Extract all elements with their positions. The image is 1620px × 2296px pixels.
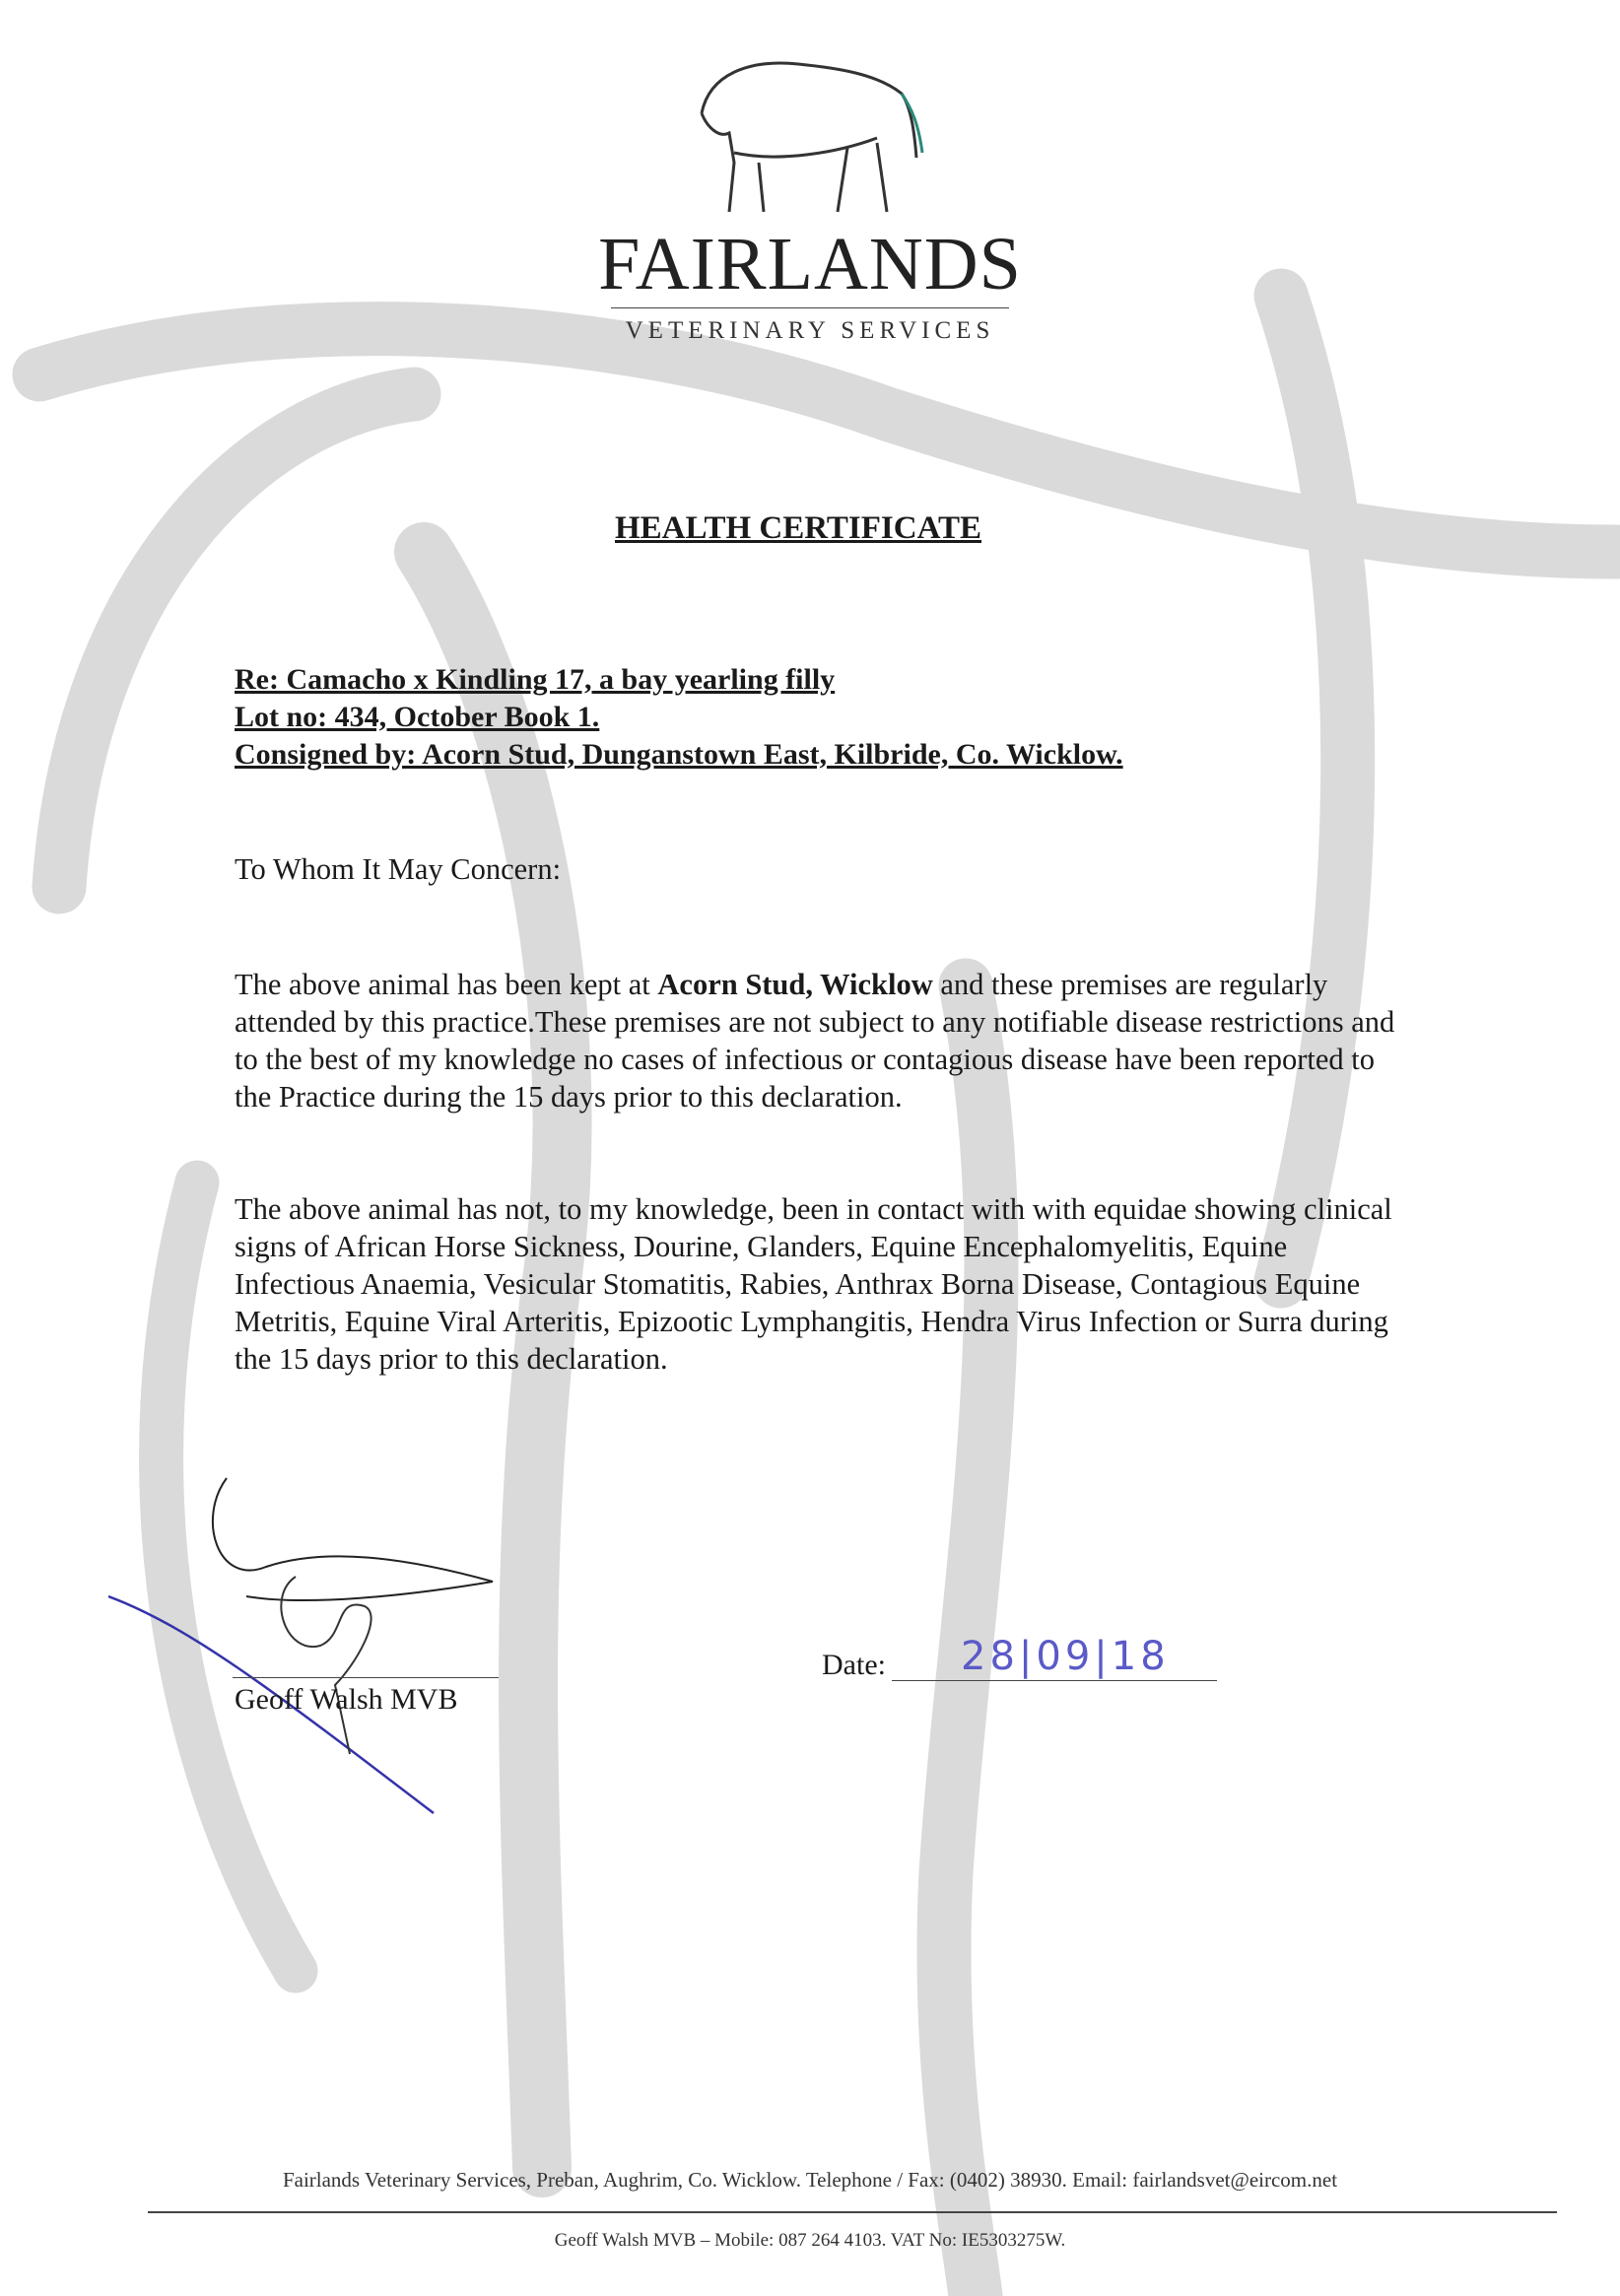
reference-lot: Lot no: 434, October Book 1. — [235, 701, 600, 733]
reference-animal: Re: Camacho x Kindling 17, a bay yearling filly — [235, 663, 836, 696]
paragraph-text: The above animal has been kept at — [235, 968, 658, 1001]
signature — [108, 1458, 503, 1823]
logo-divider — [611, 307, 1009, 308]
footer-registration: Geoff Walsh MVB – Mobile: 087 264 4103. VAT No: IE5303275W. — [554, 2230, 1066, 2251]
horse-logo-icon — [690, 54, 926, 222]
signature-line — [233, 1677, 499, 1678]
paragraph-premises — [235, 966, 1397, 1115]
signatory-name: Geoff Walsh MVB — [235, 1683, 458, 1716]
footer-divider — [148, 2211, 1557, 2213]
page-title: HEALTH CERTIFICATE — [614, 510, 982, 546]
salutation: To Whom It May Concern: — [235, 852, 562, 886]
date-label: Date: — [822, 1649, 886, 1681]
date-value: 28|09|18 — [961, 1634, 1170, 1679]
logo-subtitle: VETERINARY SERVICES — [625, 317, 995, 344]
date-line — [892, 1680, 1217, 1681]
paragraph-text: and these premises are regularly attended by this practice.These premises are not subject to any notifiable disease restrictions and to the best of my knowledge no cases of infectious or contagious disease have been reported to the Practice during the 15 days prior to this declaration. — [235, 968, 1395, 1114]
footer-contact: Fairlands Veterinary Services, Preban, Aughrim, Co. Wicklow. Telephone / Fax: (0402) 38930. Email: fairlandsvet@eircom.net — [282, 2168, 1338, 2192]
logo-name: FAIRLANDS — [598, 223, 1022, 305]
reference-consignor: Consigned by: Acorn Stud, Dunganstown East, Kilbride, Co. Wicklow. — [235, 738, 1123, 771]
paragraph-contact: The above animal has not, to my knowledge, been in contact with with equidae showing clinical signs of African Horse Sickness, Dourine, Glanders, Equine Encephalomyelitis, Equine Infectious Anaemia, Vesicular Stomatitis, Rabies, Anthrax Borna Disease, Contagious Equine Metritis, Equine Viral Arteritis, Epizootic Lymphangitis, Hendra Virus Infection or Surra during the 15 days prior to this declaration. — [235, 1192, 1392, 1376]
premises-name: Acorn Stud, Wicklow — [657, 968, 933, 1001]
